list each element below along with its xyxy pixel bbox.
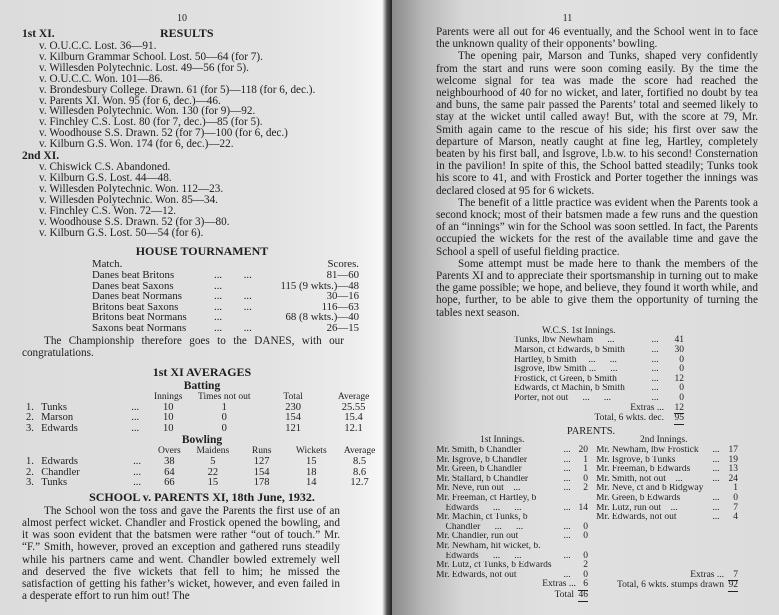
batsman-row <box>596 494 746 504</box>
match-score: 116—63 <box>321 300 359 313</box>
result-line: v. Willesden Polytechnic. Lost. 49—56 (for 5). <box>39 61 249 74</box>
result-line: v. Parents XI. Won. 95 (for 6, dec.)—46. <box>39 94 221 107</box>
stat-value: 5 <box>210 455 216 467</box>
stat-value: 12.1 <box>344 422 363 434</box>
second-xi-label: 2nd XI. <box>22 150 60 163</box>
match-name: Danes beat Saxons <box>92 279 174 292</box>
stat-value: 10 <box>162 412 174 424</box>
batsman-row <box>514 356 759 366</box>
runs: 19 <box>728 454 738 465</box>
right-page <box>392 0 779 615</box>
batsman-entry: Mr. Neve, ct and b Ridgway <box>596 484 704 494</box>
stat-value: 0 <box>221 422 227 434</box>
table-row <box>26 424 382 435</box>
runs: 1 <box>733 483 738 494</box>
rank: 2. <box>26 466 34 478</box>
dots: ... <box>651 383 659 394</box>
runs: 1 <box>583 464 588 475</box>
runs: 0 <box>583 569 588 580</box>
parents-second-innings <box>596 436 746 601</box>
runs: 2 <box>583 483 588 494</box>
second-innings-title: 2nd Innings. <box>640 435 688 446</box>
batsman-entry: Edwards ... ... <box>436 503 522 513</box>
batsman-entry: Mr. Lutz, run out ... <box>596 503 678 513</box>
batting-table <box>26 392 382 434</box>
batsman-entry: Mr. Chandler, run out <box>436 532 519 542</box>
runs: 20 <box>578 445 588 455</box>
result-line: v. Brondesbury College. Drawn. 61 (for 5)—118 (for 6, dec.). <box>39 83 316 96</box>
bowling-header: Wickets <box>295 446 327 457</box>
batsman-row <box>436 446 596 456</box>
match-report-paragraph: The School won the toss and gave the Parents the first use of an almost perfect wicket. Chandler and Frostick opened the bowling, and it was soon evident that the batsmen were rather “out of touch.” Mr. “F.” Smith, however, proved an exception and gathered runs steadily while his partners came and went. Chandler bowled extremely well and deserved the five wickets that fell to him; he missed the satisfaction of getting his father’s wicket, however, and even failed in a desperate effort to run him out! The <box>22 504 340 603</box>
batsman-entry: Tunks, lbw Newham ... <box>514 336 615 346</box>
total-label: Total, 6 wkts. stumps drawn <box>617 580 724 591</box>
batsman-entry: Mr. Smith, not out ... <box>596 474 683 484</box>
match-name: Danes beat Normans <box>92 290 182 303</box>
result-line: v. Finchley C.S. Won. 72—12. <box>39 204 177 217</box>
batsman-entry: Mr. Green, b Chandler <box>436 465 522 475</box>
runs: 0 <box>679 364 684 375</box>
dots: ... <box>133 455 141 467</box>
extras-label: Extras ... <box>542 579 576 590</box>
bowling-header: Runs <box>251 446 272 457</box>
dots: ... <box>563 550 571 561</box>
page-number: 11 <box>562 13 573 24</box>
results-header <box>22 26 382 41</box>
stat-value: 10 <box>162 422 174 434</box>
left-page <box>0 0 382 615</box>
dots: ... <box>712 512 720 523</box>
batsman-entry: Frostick, ct Green, b Smith <box>514 374 617 384</box>
house-tournament-conclusion: The Championship therefore goes to the DANES, with our congratulations. <box>22 334 344 359</box>
runs: 0 <box>583 531 588 542</box>
report-paragraph: Some attempt must be made here to thank the members of the Parents XI and to appreciate their sportsmanship in turning out to make the game possible; we hope, and believe, they found it worth while, and hope, further, to be able to give them the opportunity of turning the tables next season. <box>436 257 758 319</box>
rank: 1. <box>26 401 34 413</box>
batsman-row <box>596 484 746 494</box>
batsman-entry: Mr. Edwards, not out <box>436 570 517 580</box>
dots: ... <box>563 502 571 513</box>
dots: ... <box>651 364 659 375</box>
stat-value: 15 <box>306 455 317 467</box>
batsman-entry: Mr. Freeman, ct Hartley, b <box>436 493 537 503</box>
batsman-row <box>436 542 596 552</box>
batsman-row <box>436 504 596 514</box>
wcs-scorecard <box>514 327 759 425</box>
batting-header: Average <box>337 391 370 402</box>
parents-title: PARENTS. <box>566 425 616 437</box>
house-match-row <box>22 270 382 281</box>
dots: ... <box>712 502 720 513</box>
batsman-row <box>514 336 759 346</box>
match-name: Saxons beat Normans <box>92 321 187 334</box>
stat-value: 22 <box>207 466 219 478</box>
batsman-entry: Mr. Isgrove, b Tunks <box>596 455 676 465</box>
result-line: v. Willesden Polytechnic. Won. 130 (for 9)—92. <box>39 105 256 118</box>
result-line: v. Woodhouse S.S. Drawn. 52 (for 7)—100 (for 6, dec.) <box>39 127 288 140</box>
runs: 0 <box>583 521 588 532</box>
result-line: v. Willesden Polytechnic. Won. 85—34. <box>39 193 218 206</box>
batting-title: Batting <box>183 379 221 392</box>
table-row <box>26 403 382 414</box>
batsman-entry: Mr. Edwards, not out <box>596 513 677 523</box>
total-label: Total, 6 wkts. dec. <box>594 413 664 424</box>
extras-label: Extras ... <box>630 402 664 413</box>
batsman-entry: Mr. Machin, ct Tunks, b <box>436 513 528 523</box>
stat-value: 8.5 <box>353 455 367 467</box>
batsman-entry: Hartley, b Smith ... ... <box>514 355 617 365</box>
runs: 1 <box>583 454 588 465</box>
result-line: v. Woodhouse S.S. Drawn. 52 (for 3)—80. <box>39 215 230 228</box>
table-row <box>26 478 382 489</box>
result-line: v. O.U.C.C. Lost. 36—91. <box>39 40 157 52</box>
extras-label: Extras ... <box>690 569 724 580</box>
report-paragraph: The opening pair, Marson and Tunks, shaped very confidently from the start and runs were soon coming easily. By the time the welcome signal for tea was made the score had reached the neighbourhood of 40 for no wicket, and later, fortified no doubt by tea and buns, the same pair passed the Parents’ total and seemed likely to stay at the wicket until called away! But, with the score at 79, Mr. Smith again came to the rescue of his side; his first over saw the departure of Marson, neatly caught at fine leg, Hartley, completely beaten by his first ball, and Isgrove, l.b.w. to his second! Consternation in the pavilion! In spite of this, the School batted steadily; Tunks took his score to 41, and with Frostick and Porter together the innings was declared closed at 95 for 6 wickets. <box>436 50 758 197</box>
house-tournament-title: HOUSE TOURNAMENT <box>135 244 269 259</box>
stat-value: 14 <box>306 477 317 489</box>
dots: ... <box>131 412 140 424</box>
dots: ... <box>651 335 659 346</box>
dots: ... <box>712 492 720 503</box>
second-xi-results <box>22 162 382 238</box>
batsman-entry: Edwards ... ... <box>436 551 522 561</box>
batting-header: Total <box>283 391 303 402</box>
result-line: v. Chiswick C.S. Abandoned. <box>39 161 171 174</box>
stat-value: 230 <box>285 401 301 413</box>
batsman-entry: Edwards, ct Machin, b Smith <box>514 384 625 394</box>
player-name: Tunks <box>41 401 67 413</box>
batsman-row <box>596 456 746 466</box>
first-xi-results <box>22 41 382 150</box>
batsman-row <box>436 465 596 475</box>
batsman-row <box>436 513 596 523</box>
dots: ... <box>712 473 720 484</box>
total-value: 46 <box>578 589 588 600</box>
first-xi-label: 1st XI. <box>22 28 55 40</box>
dots: ... <box>563 445 571 455</box>
house-tournament-table <box>22 259 382 333</box>
batsman-entry: Porter, not out ... ... <box>514 394 611 404</box>
first-innings-title: 1st Innings. <box>480 435 525 446</box>
extras-value: 7 <box>733 569 738 580</box>
runs: 0 <box>679 354 684 365</box>
stat-value: 154 <box>253 466 270 478</box>
stat-value: 154 <box>285 412 301 424</box>
player-name: Edwards <box>41 422 78 434</box>
stat-value: 0 <box>221 412 227 424</box>
batsman-row <box>596 465 746 475</box>
rank: 3. <box>26 422 34 434</box>
dots: ... <box>133 466 141 478</box>
total-label: Total <box>554 589 574 600</box>
stat-value: 18 <box>306 466 317 478</box>
col-match-header: Match. <box>92 258 123 271</box>
batsman-row <box>436 494 596 504</box>
batsman-row <box>436 484 596 494</box>
stat-value: 15.4 <box>344 412 363 424</box>
batsman-row <box>514 346 759 356</box>
dots: ... <box>214 311 223 324</box>
runs: 4 <box>733 512 738 523</box>
match-name: Britons beat Saxons <box>92 300 179 313</box>
col-scores-header: Scores. <box>327 258 359 271</box>
batsman-entry: Mr. Freeman, b Edwards <box>596 465 691 475</box>
page-number: 10 <box>177 13 187 24</box>
result-line: v. O.U.C.C. Won. 101—86. <box>39 72 163 85</box>
dots: ... <box>214 279 223 292</box>
dots: ... <box>563 464 571 475</box>
batsman-row <box>436 456 596 466</box>
runs: 12 <box>674 373 684 384</box>
results-title: RESULTS <box>160 26 214 40</box>
runs: 0 <box>679 393 684 404</box>
match-report-title: SCHOOL v. PARENTS XI, 18th June, 1932. <box>89 489 315 504</box>
extras-value: 6 <box>583 579 588 590</box>
dots: ... <box>563 454 571 465</box>
total-value: 92 <box>728 580 738 591</box>
runs: 13 <box>728 464 738 475</box>
runs: 41 <box>674 335 684 346</box>
bowling-header: Average <box>343 446 376 457</box>
match-score: 81—60 <box>326 269 359 281</box>
stat-value: 38 <box>164 455 175 467</box>
dots: ... <box>563 531 571 542</box>
stat-value: 8.6 <box>353 466 367 478</box>
dots: ... <box>131 422 140 434</box>
match-score: 115 (9 wkts.)—48 <box>280 279 359 292</box>
dots: ... <box>712 454 720 465</box>
dots: ... <box>712 464 720 475</box>
batsman-entry: Isgrove, lbw Smith ... ... <box>514 365 618 375</box>
dots: ... <box>563 521 571 532</box>
parents-scorecard <box>436 436 759 601</box>
batsman-entry: Mr. Newham, hit wicket, b. <box>436 541 541 551</box>
batsman-entry: Chandler ... ... <box>436 522 524 532</box>
batsman-entry: Marson, ct Edwards, b Smith <box>514 346 625 356</box>
house-match-row <box>22 323 382 334</box>
batsman-row <box>596 475 746 485</box>
rank: 3. <box>26 477 34 489</box>
dots: ... <box>651 354 659 365</box>
stat-value: 15 <box>207 477 219 489</box>
bowling-header: Overs <box>158 446 181 457</box>
result-line: v. Kilburn G.S. Lost. 44—48. <box>39 171 172 184</box>
stat-value: 121 <box>285 422 301 434</box>
stat-value: 12.7 <box>350 477 369 489</box>
wcs-innings-title: W.C.S. 1st Innings. <box>542 325 616 336</box>
runs: 17 <box>728 445 738 455</box>
runs: 0 <box>583 473 588 484</box>
result-line: v. Kilburn Grammar School. Lost. 50—64 (for 7). <box>39 50 263 63</box>
table-row <box>26 468 382 479</box>
batsman-entry: Mr. Lutz, ct Tunks, b Edwards <box>436 561 552 571</box>
runs: 30 <box>674 345 684 356</box>
batsman-row <box>436 523 596 533</box>
player-name: Marson <box>41 412 74 424</box>
batsman-row <box>596 446 746 456</box>
report-paragraph: Parents were all out for 46 eventually, and the School went in to face the unknown quality of their opponents’ bowling. <box>436 26 758 51</box>
batsman-entry: Mr. Neve, run out ... <box>436 484 521 494</box>
dots: ... <box>131 401 140 413</box>
player-name: Tunks <box>41 477 68 489</box>
dots: ... <box>133 477 141 489</box>
match-name: Britons beat Normans <box>92 311 187 324</box>
dots: ... ... <box>214 300 252 313</box>
batting-header: Times not out <box>198 391 251 402</box>
table-row <box>26 457 382 468</box>
book-gutter <box>382 0 392 615</box>
dots: ... <box>563 569 571 580</box>
dots: ... <box>712 445 720 455</box>
averages-title: 1st XI AVERAGES <box>152 364 252 379</box>
rank: 1. <box>26 455 34 467</box>
extras-value: 12 <box>674 402 684 413</box>
result-line: v. Kilburn G.S. Lost. 50—54 (for 6). <box>39 226 204 239</box>
report-paragraph: The benefit of a little practice was evident when the Parents took a second knock; most of their batsmen made a few runs and the question of an “innings” win for the School was soon settled. In fact, the Parents occupied the wickets for the rest of the available time and gave the School a spell of useful fielding practice. <box>436 196 758 258</box>
runs: 24 <box>728 473 738 484</box>
total-value: 95 <box>674 413 684 424</box>
stat-value: 127 <box>253 455 270 467</box>
result-line: v. Finchley C.S. Lost. 80 (for 7, dec.)—85 (for 5). <box>39 116 263 129</box>
batsman-entry: Mr. Newham, lbw Frostick <box>596 446 699 455</box>
runs: 0 <box>679 383 684 394</box>
batting-header: Innings <box>153 391 183 402</box>
match-name: Danes beat Britons <box>92 269 175 281</box>
dots: ... <box>651 345 659 356</box>
batsman-row <box>436 532 596 542</box>
result-line: v. Kilburn G.S. Won. 174 (for 6, dec.)—22. <box>39 138 234 151</box>
batsman-entry: Mr. Isgrove, b Chandler <box>436 455 528 465</box>
match-score: 30—16 <box>326 290 359 303</box>
batsman-entry: Mr. Smith, b Chandler <box>436 446 522 455</box>
dots: ... <box>563 483 571 494</box>
stat-value: 1 <box>221 401 227 413</box>
player-name: Chandler <box>41 466 80 478</box>
stat-value: 64 <box>164 466 175 478</box>
runs: 0 <box>583 550 588 561</box>
table-row <box>26 413 382 424</box>
dots: ... <box>563 473 571 484</box>
bowling-header: Maidens <box>196 446 230 457</box>
runs: 2 <box>583 560 588 571</box>
player-name: Edwards <box>41 455 79 467</box>
dots: ... ... <box>214 290 252 303</box>
stat-value: 178 <box>253 477 270 489</box>
batsman-entry: Mr. Green, b Edwards <box>596 493 681 503</box>
dots: ... <box>651 373 659 384</box>
batsman-row <box>596 504 746 514</box>
parents-first-innings <box>436 436 596 601</box>
batsman-row <box>436 475 596 485</box>
batsman-row <box>436 561 596 571</box>
bowling-table <box>26 446 382 488</box>
batsman-row <box>514 384 759 394</box>
bowling-title: Bowling <box>181 434 223 447</box>
dots: ... <box>651 393 659 404</box>
batsman-row <box>514 365 759 375</box>
batsman-row <box>514 375 759 385</box>
stat-value: 25.55 <box>341 401 366 413</box>
match-score: 26—15 <box>326 321 359 334</box>
batsman-row <box>436 552 596 562</box>
runs: 0 <box>733 492 738 503</box>
match-score: 68 (8 wkts.)—40 <box>285 311 359 324</box>
stat-value: 10 <box>162 401 174 413</box>
batsman-entry: Mr. Stallard, b Chandler <box>436 474 529 484</box>
runs: 14 <box>578 502 588 513</box>
dots: ... ... <box>214 269 252 281</box>
runs: 7 <box>733 502 738 513</box>
stat-value: 66 <box>164 477 175 489</box>
rank: 2. <box>26 412 34 424</box>
result-line: v. Willesden Polytechnic. Won. 112—23. <box>39 182 224 195</box>
batsman-row <box>596 513 746 523</box>
dots: ... ... <box>214 321 252 334</box>
